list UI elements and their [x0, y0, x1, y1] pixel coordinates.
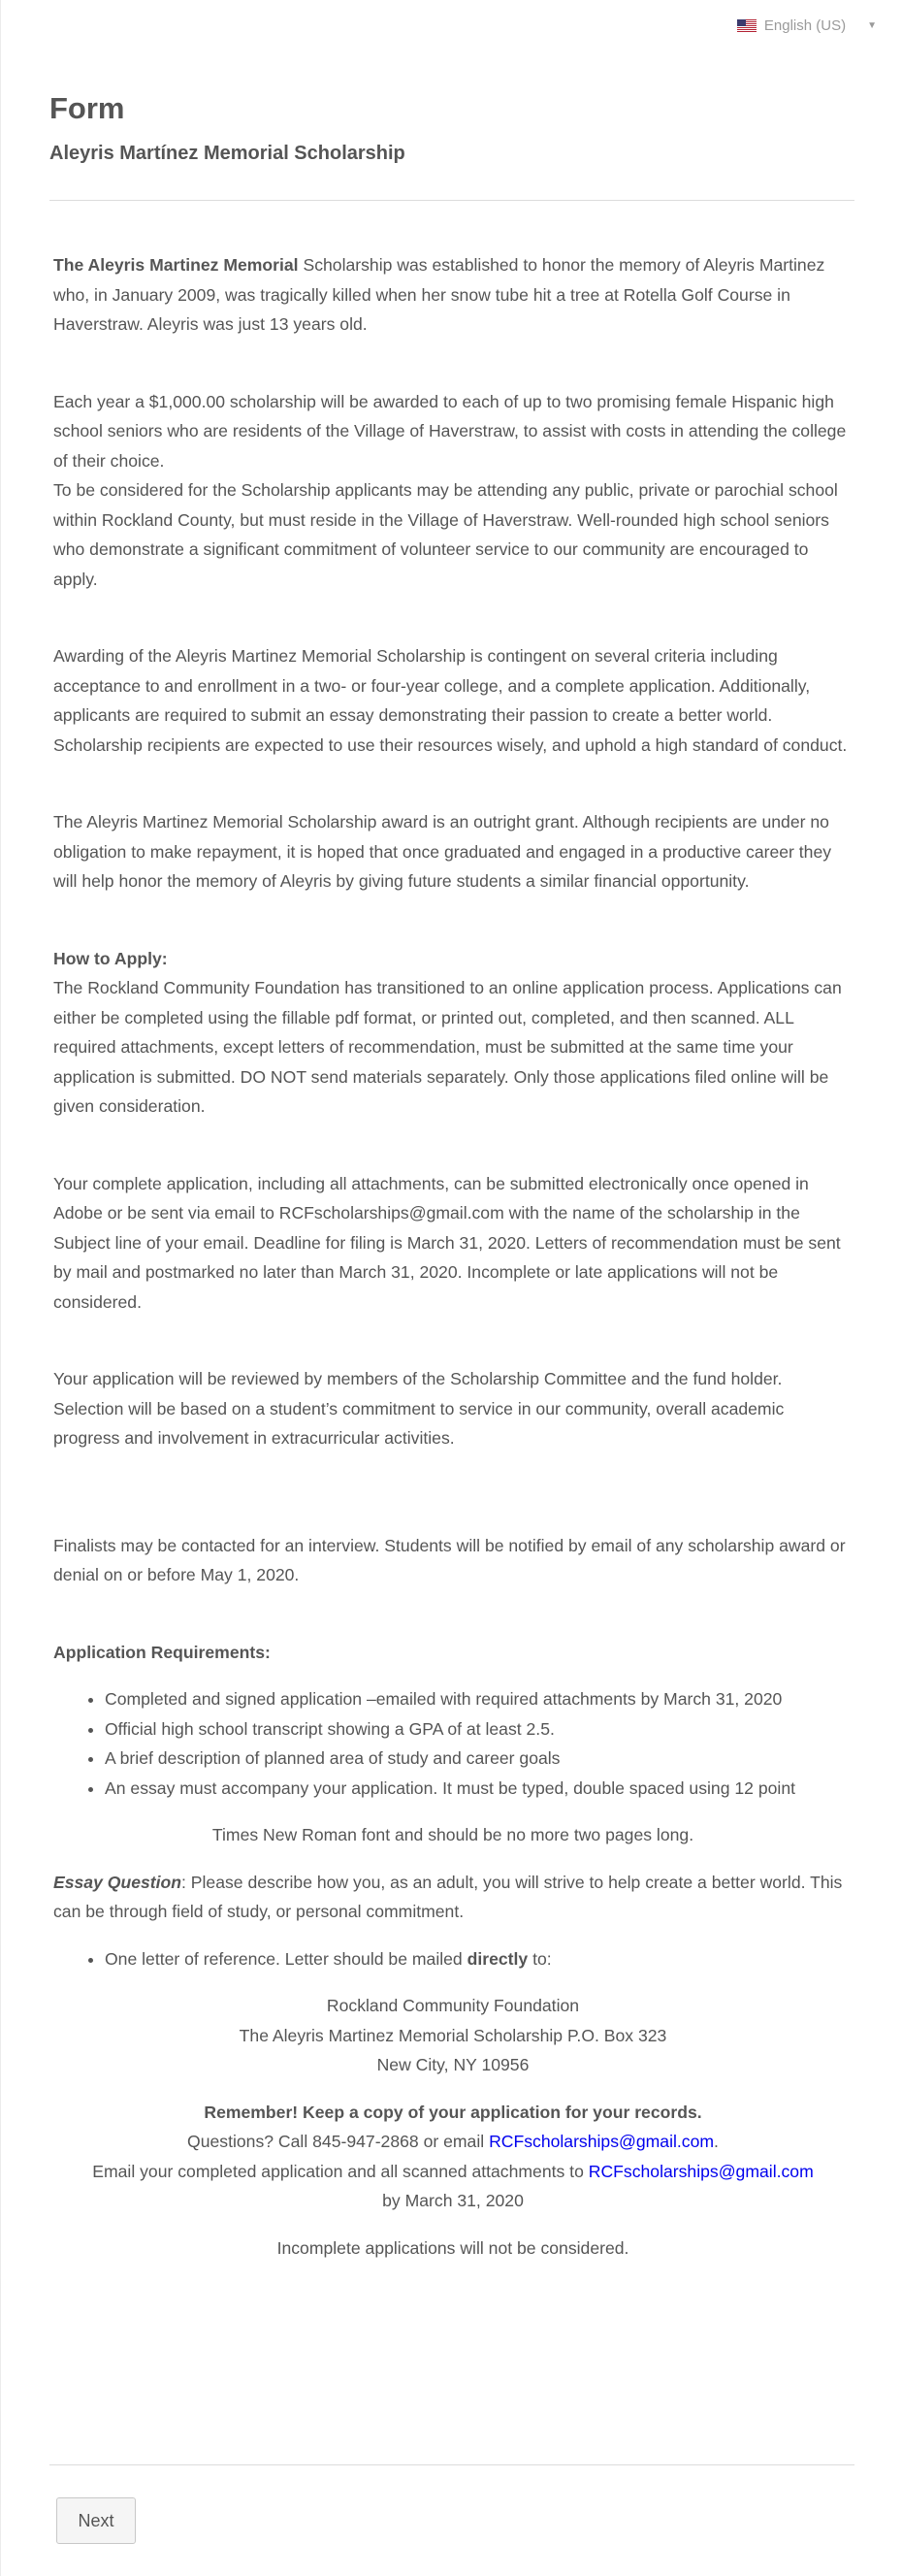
us-flag-icon: [737, 19, 757, 32]
form-title: Form: [49, 91, 125, 125]
grant-paragraph: The Aleyris Martinez Memorial Scholarship award is an outright grant. Although recipients are under no obligation to make repayment, it is hoped that once graduated and engaged in a productive career they will help honor the memory of Aleyris by giving future students a similar financial opportunity.: [53, 812, 832, 891]
reference-list: [53, 1944, 853, 1974]
requirements-list: [53, 1684, 853, 1803]
list-item: • Completed and signed application –emailed with required attachments by March 31, 2020: [105, 1684, 853, 1714]
review-paragraph: Your application will be reviewed by members of the Scholarship Committee and the fund holder. Selection will be based on a student’s commitment to service in our community, overall academic progress and involvement in extracurricular activities.: [53, 1369, 785, 1448]
list-item: • Official high school transcript showing a GPA of at least 2.5.: [105, 1714, 853, 1745]
essay-question: [53, 1868, 853, 1927]
language-label: English (US): [763, 17, 847, 34]
list-item: • A brief description of planned area of study and career goals: [105, 1744, 853, 1774]
next-button[interactable]: Next: [56, 2497, 136, 2544]
intro-text: Scholarship was established to honor the memory of Aleyris Martinez who, in January 2009, was tragically killed when her snow tube hit a tree at Rotella Golf Course in Haverstraw. Aleyris was just 13 years old.: [53, 255, 825, 334]
list-item: • An essay must accompany your application. It must be typed, double spaced using 12 point: [105, 1774, 853, 1804]
incomplete-note: Incomplete applications will not be considered.: [276, 2237, 629, 2258]
left-border: [0, 0, 1, 2576]
criteria-paragraph: Awarding of the Aleyris Martinez Memorial Scholarship is contingent on several criteria including acceptance to and enrollment in a two- or four-year college, and a complete application. Additionally, applicants are required to submit an essay demonstrating their passion to create a better world. Scholarship recipients are expected to use their resources wisely, and uphold a high standard of conduct.: [53, 646, 848, 755]
finalists-paragraph: Finalists may be contacted for an interview. Students will be notified by email of any scholarship award or denial on or before May 1, 2020.: [53, 1535, 846, 1584]
address-line: The Aleyris Martinez Memorial Scholarship P.O. Box 323: [239, 2025, 667, 2045]
how-to-apply-heading: How to Apply:: [53, 948, 168, 968]
chevron-down-icon: ▼: [867, 20, 877, 31]
email-link[interactable]: RCFscholarships@gmail.com: [588, 2161, 814, 2181]
form-subtitle: Aleyris Martínez Memorial Scholarship: [49, 143, 405, 164]
divider-top: [49, 200, 854, 201]
essay-text: : Please describe how you, as an adult, you will strive to help create a better world. This can be through field of study, or personal commitment.: [53, 1872, 843, 1921]
intro-bold: The Aleyris Martinez Memorial: [53, 255, 299, 275]
remember-note: Remember! Keep a copy of your application for your records.: [204, 2102, 702, 2122]
submission-paragraph: Your complete application, including all attachments, can be submitted electronically once opened in Adobe or be sent via email to RCFscholarships@gmail.com with the name of the scholarship in the Subject line of your email. Deadline for filing is March 31, 2020. Letters of recommendation must be sent by mail and postmarked no later than March 31, 2020. Incomplete or late applications will not be considered.: [53, 1173, 841, 1312]
top-bar: [0, 0, 902, 58]
email-link[interactable]: RCFscholarships@gmail.com: [489, 2132, 715, 2151]
essay-label: Essay Question: [53, 1872, 182, 1892]
language-selector[interactable]: [737, 17, 877, 34]
list-item: • One letter of reference. Letter should be mailed directly to:: [105, 1944, 853, 1974]
intro-paragraph: [53, 250, 853, 340]
divider-bottom: [49, 2464, 854, 2465]
deadline-line: by March 31, 2020: [382, 2191, 524, 2210]
address-line: New City, NY 10956: [376, 2055, 530, 2074]
address-line: Rockland Community Foundation: [326, 1996, 580, 2015]
scholarship-description: [53, 250, 853, 2263]
eligibility-paragraph: To be considered for the Scholarship applicants may be attending any public, private or parochial school within Rockland County, but must reside in the Village of Haverstraw. Well-rounded high school seniors who demonstrate a significant commitment of volunteer service to our community are encouraged to apply.: [53, 480, 838, 589]
email-line: Email your completed application and all scanned attachments to RCFscholarships@gmail.com: [92, 2161, 814, 2181]
essay-font-line: Times New Roman font and should be no more two pages long.: [211, 1825, 694, 1844]
online-process-paragraph: The Rockland Community Foundation has transitioned to an online application process. Applications can either be completed using the fillable pdf format, or printed out, completed, and then scanned. ALL required attachments, except letters of recommendation, must be submitted at the same time your application is submitted. DO NOT send materials separately. Only those applications filed online will be given consideration.: [53, 978, 842, 1116]
award-paragraph: Each year a $1,000.00 scholarship will be awarded to each of up to two promising female Hispanic high school seniors who are residents of the Village of Haverstraw, to assist with costs in attending the college of their choice.: [53, 391, 847, 471]
questions-line: Questions? Call 845-947-2868 or email RCFscholarships@gmail.com.: [187, 2132, 719, 2151]
requirements-heading: Application Requirements:: [53, 1642, 271, 1662]
